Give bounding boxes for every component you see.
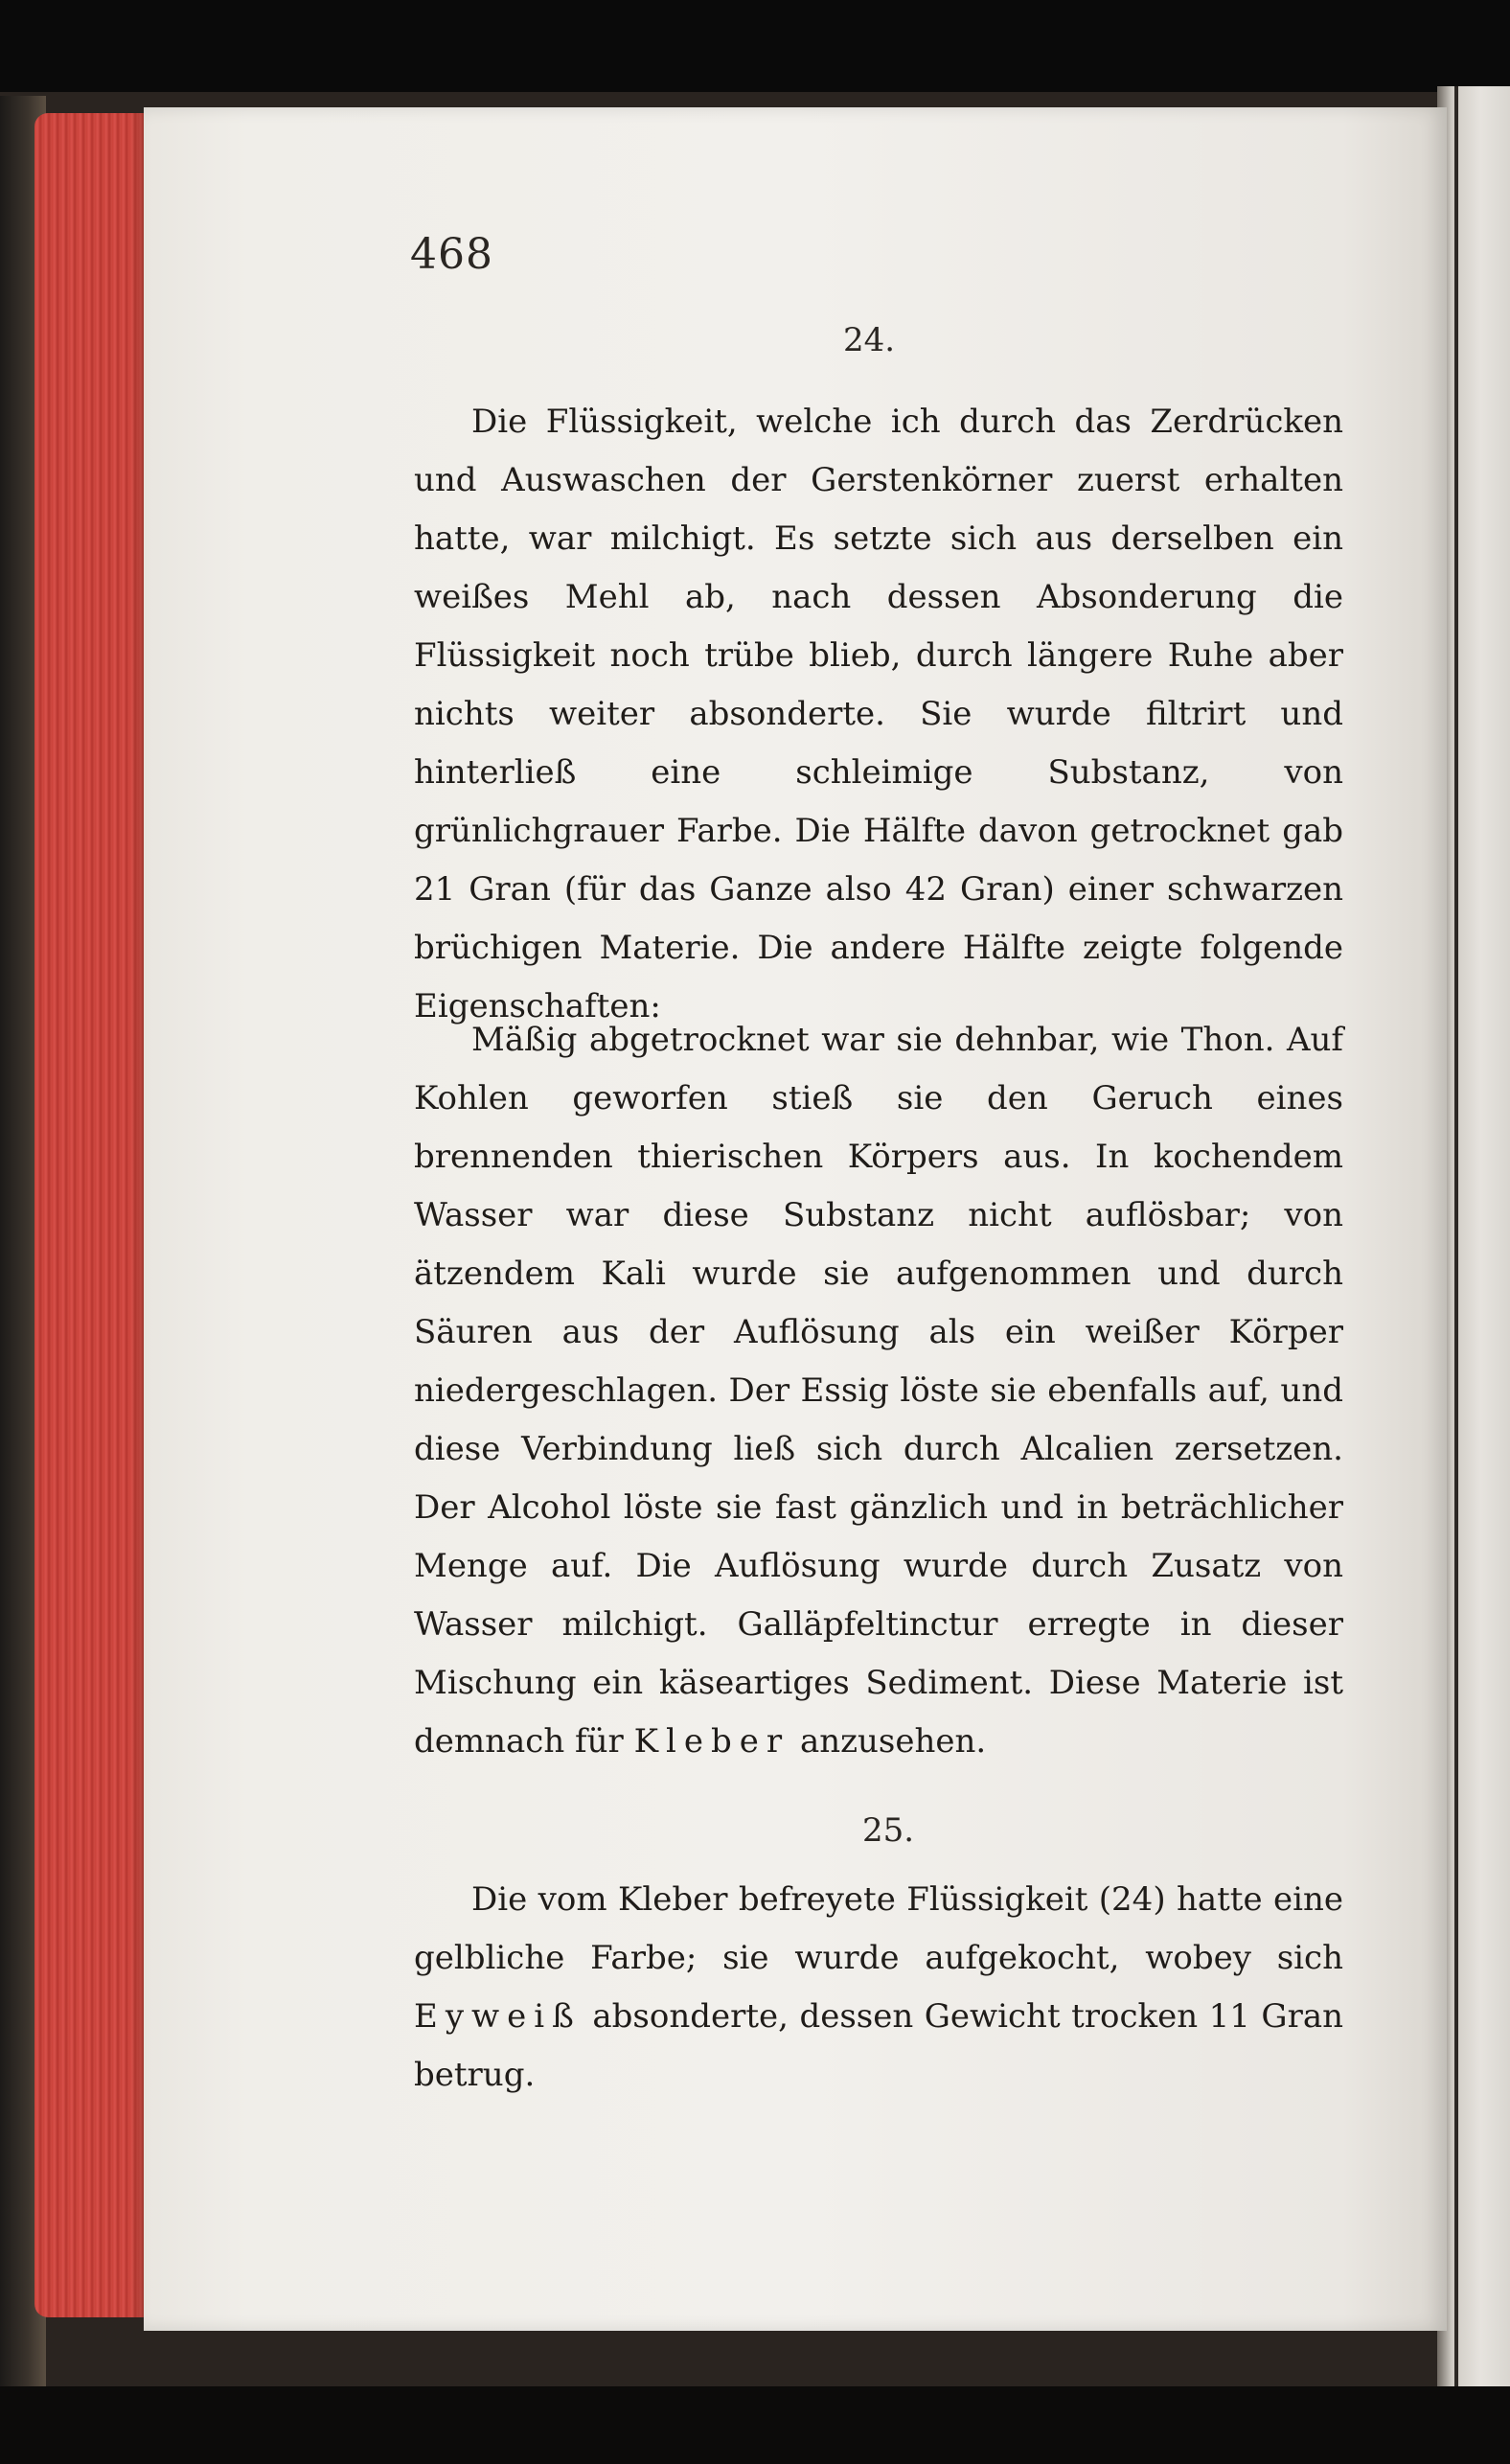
red-page-edges: [34, 113, 148, 2317]
section-24-paragraph-1: [414, 393, 1343, 1036]
paragraph-text-end: absonderte, dessen Gewicht trocken 11 Gran betrug.: [414, 1997, 1343, 2094]
facing-page-edge: [1437, 86, 1510, 2425]
background-top: [0, 0, 1510, 105]
paragraph-text: Mäßig abgetrocknet war sie dehnbar, wie Thon. Auf Kohlen geworfen stieß sie den Geruch eines brennenden thierischen Körpers aus. In kochendem Wasser war diese Substanz nicht auflösbar; von ätzendem Kali wurde sie aufgenommen und durch Säuren aus der Auflösung als ein weißer Körper niedergeschlagen. Der Essig löste sie ebenfalls auf, und diese Verbindung ließ sich durch Alcalien zersetzen. Der Alcohol löste sie fast gänzlich und in beträchlicher Menge auf. Die Auflösung wurde durch Zusatz von Wasser milchigt. Galläpfeltinctur erregte in dieser Mischung ein käseartiges Sediment. Diese Materie ist demnach für: [414, 1021, 1343, 1761]
page-number: 468: [410, 230, 493, 279]
section-number-24: 24.: [843, 321, 896, 359]
paragraph-text: Die Flüssigkeit, welche ich durch das Zerdrücken und Auswaschen der Gerstenkörner zuerst erhalten hatte, war milchigt. Es setzte sich aus derselben ein weißes Mehl ab, nach dessen Absonderung die Flüssigkeit noch trübe blieb, durch längere Ruhe aber nichts weiter absonderte. Sie wurde filtrirt und hinterließ eine schleimige Substanz, von grünlichgrauer Farbe. Die Hälfte davon getrocknet gab 21 Gran (für das Ganze also 42 Gran) einer schwarzen brüchigen Materie. Die andere Hälfte zeigte folgende Eigenschaften:: [414, 403, 1343, 1025]
paragraph-text-end: anzusehen.: [799, 1722, 987, 1761]
emphasized-term: Eyweiß: [414, 1997, 582, 2036]
paragraph-text: Die vom Kleber befreyete Flüssigkeit (24) hatte eine gelbliche Farbe; sie wurde aufgekocht, wobey sich: [414, 1880, 1343, 1977]
background-bottom: [0, 2386, 1510, 2464]
section-25-paragraph: [414, 1871, 1343, 2105]
emphasized-term: Kleber: [633, 1722, 790, 1761]
section-24-paragraph-2: [414, 1011, 1343, 1771]
section-number-25: 25.: [862, 1811, 915, 1850]
